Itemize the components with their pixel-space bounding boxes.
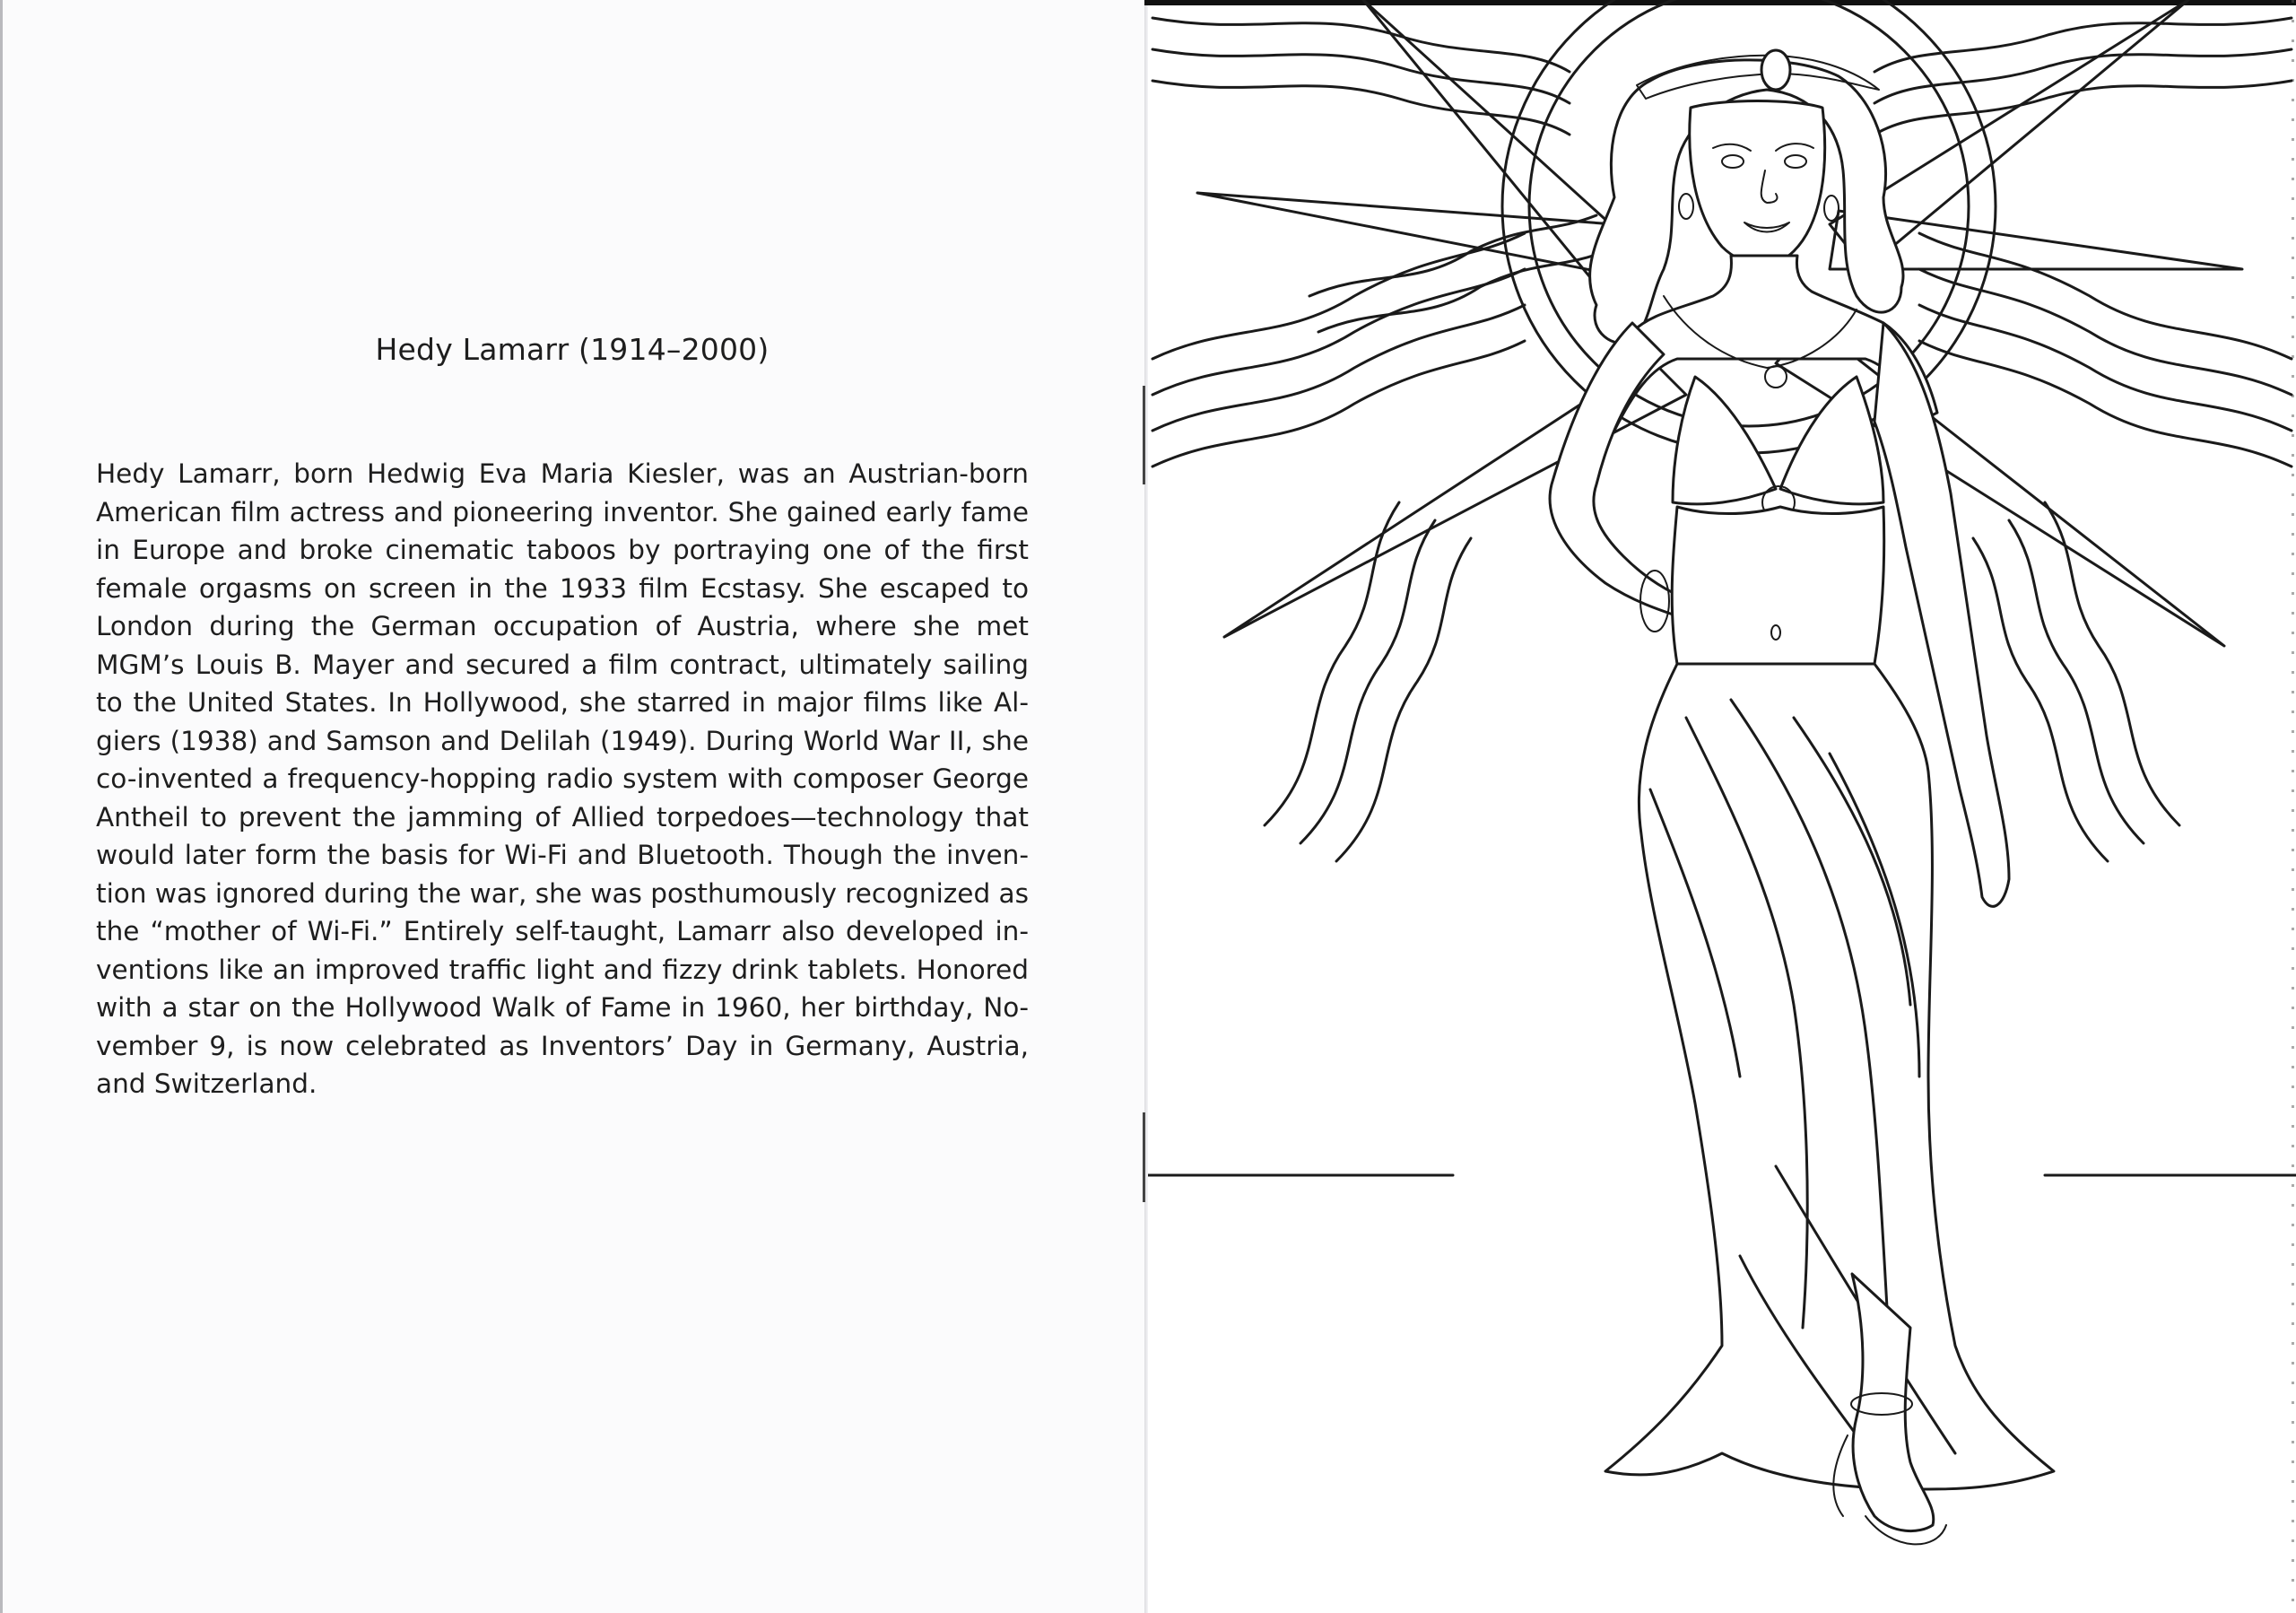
right-earring (1824, 196, 1839, 221)
necklace-pendant (1765, 366, 1787, 388)
page-title: Hedy Lamarr (1914–2000) (375, 332, 770, 367)
left-earring (1679, 194, 1693, 219)
tiara-jewel (1761, 50, 1790, 90)
torso (1672, 507, 1883, 664)
page-edge (0, 0, 3, 1613)
binding-stitch (1143, 386, 1145, 484)
line-art-portrait-icon (1148, 0, 2296, 1613)
bra-top (1673, 377, 1883, 504)
left-page (0, 0, 1144, 1613)
biography-text: Hedy Lamarr, born Hedwig Eva Maria Kiesler, was an Austrian-born American film actress and pioneering inventor. She gained early fame in Europe and broke cinematic taboos by portraying one of the first female orgasms on screen in the 1933 film Ecstasy. She escaped to London during the German occupation of Austria, where she met MGM’s Louis B. Mayer and secured a film contract, ultimately sailing to the United States. In Hollywood, she starred in major films like Algiers (1938) and Samson and Delilah (1949). During World War II, she co-invented a frequency-hopping radio system with composer George Antheil to prevent the jamming of Allied torpedoes—technology that would later form the basis for Wi-Fi and Bluetooth. Though the invention was ignored during the war, she was posthumously recognized as the “mother of Wi-Fi.” Entirely self-taught, Lamarr also developed inventions like an improved traffic light and fizzy drink tablets. Honored with a star on the Hollywood Walk of Fame in 1960, her birthday, November 9, is now celebrated as Inventors’ Day in Germany, Austria, and Switzerland. (96, 458, 1029, 1099)
binding-stitch (1143, 1112, 1145, 1202)
face (1690, 101, 1825, 265)
